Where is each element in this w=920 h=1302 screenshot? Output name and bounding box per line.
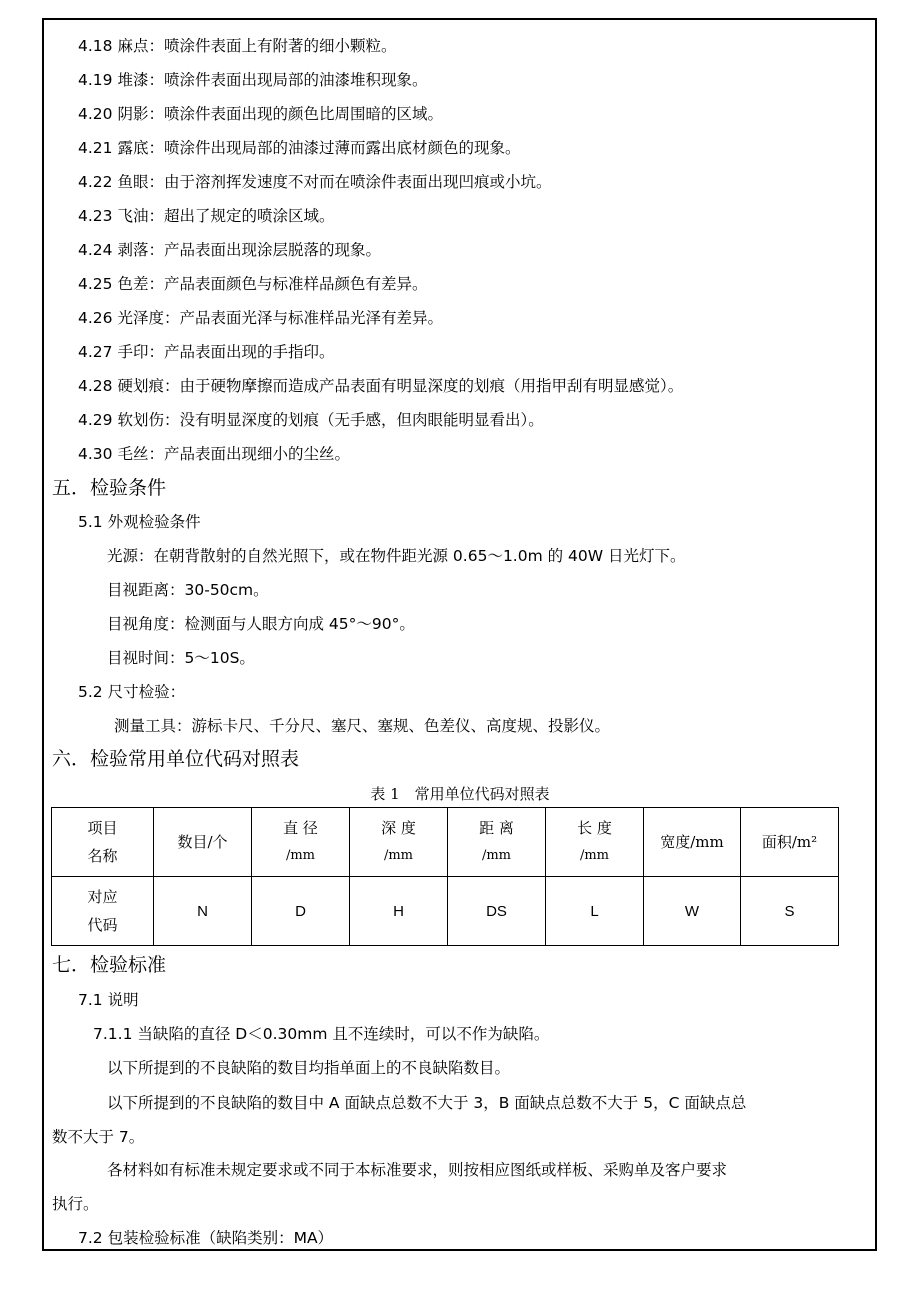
column-name: 宽度/mm — [660, 833, 724, 851]
header-label-cell — [52, 808, 154, 877]
definition-4-19: 4.19 堆漆：喷涂件表面出现局部的油漆堆积现象。 — [78, 71, 428, 89]
code-label-cell — [52, 877, 154, 946]
definition-4-23: 4.23 飞油：超出了规定的喷涂区域。 — [78, 207, 335, 225]
column-unit: /mm — [481, 848, 512, 863]
column-name: 距 离 — [479, 819, 514, 837]
subsection-5-2-heading: 5.2 尺寸检验： — [78, 683, 186, 701]
section-7-heading: 七．检验标准 — [52, 954, 167, 976]
definition-4-22: 4.22 鱼眼：由于溶剂挥发速度不对而在喷涂件表面出现凹痕或小坑。 — [78, 173, 552, 191]
section-6-heading: 六．检验常用单位代码对照表 — [52, 748, 300, 770]
viewing-distance-text: 目视距离：30-50cm。 — [107, 581, 269, 599]
measuring-tools-text: 测量工具：游标卡尺、千分尺、塞尺、塞规、色差仪、高度规、投影仪。 — [114, 717, 611, 735]
header-label-line-1: 项目 — [87, 819, 118, 837]
table-header-row — [52, 808, 839, 877]
header-cell-depth — [350, 808, 448, 877]
code-cell-diameter: D — [252, 877, 350, 946]
paragraph-materials-line-1: 各材料如有标准未规定要求或不同于本标准要求，则按相应图纸或样板、采购单及客户要求 — [107, 1161, 728, 1179]
paragraph-materials-line-2: 执行。 — [52, 1195, 99, 1213]
code-cell-count: N — [154, 877, 252, 946]
table-caption: 表 1 常用单位代码对照表 — [370, 785, 550, 803]
light-source-text: 光源：在朝背散射的自然光照下，或在物件距光源 0.65～1.0m 的 40W 日光灯下。 — [107, 547, 686, 565]
code-cell-area: S — [741, 877, 839, 946]
column-name: 直 径 — [283, 819, 318, 837]
column-unit: /mm — [579, 848, 610, 863]
column-name: 数目/个 — [177, 833, 228, 851]
table-code-row — [52, 877, 839, 946]
definition-4-24: 4.24 剥落：产品表面出现涂层脱落的现象。 — [78, 241, 381, 259]
header-cell-count — [154, 808, 252, 877]
header-cell-width — [644, 808, 741, 877]
section-5-heading: 五．检验条件 — [52, 477, 167, 499]
definition-4-20: 4.20 阴影：喷涂件表面出现的颜色比周围暗的区域。 — [78, 105, 443, 123]
code-label-line-2: 代码 — [87, 916, 118, 934]
viewing-angle-text: 目视角度：检测面与人眼方向成 45°～90°。 — [107, 615, 415, 633]
code-cell-distance: DS — [448, 877, 546, 946]
paragraph-defect-limits-line-2: 数不大于 7。 — [52, 1128, 145, 1146]
definition-4-26: 4.26 光泽度：产品表面光泽与标准样品光泽有差异。 — [78, 309, 443, 327]
subsection-7-2-heading: 7.2 包装检验标准（缺陷类别：MA） — [78, 1229, 334, 1247]
header-cell-area — [741, 808, 839, 877]
definition-4-18: 4.18 麻点：喷涂件表面上有附著的细小颗粒。 — [78, 37, 397, 55]
subsection-5-1-heading: 5.1 外观检验条件 — [78, 513, 201, 531]
header-cell-distance — [448, 808, 546, 877]
code-cell-width: W — [644, 877, 741, 946]
definition-4-30: 4.30 毛丝：产品表面出现细小的尘丝。 — [78, 445, 350, 463]
code-label-line-1: 对应 — [87, 888, 118, 906]
definition-4-27: 4.27 手印：产品表面出现的手指印。 — [78, 343, 335, 361]
definition-4-28: 4.28 硬划痕：由于硬物摩擦而造成产品表面有明显深度的划痕（用指甲刮有明显感觉）。 — [78, 377, 684, 395]
paragraph-defect-count: 以下所提到的不良缺陷的数目均指单面上的不良缺陷数目。 — [107, 1059, 511, 1077]
unit-code-table — [51, 807, 839, 946]
column-unit: /mm — [285, 848, 316, 863]
code-cell-length: L — [546, 877, 644, 946]
subsection-7-1-heading: 7.1 说明 — [78, 991, 139, 1009]
viewing-time-text: 目视时间：5～10S。 — [107, 649, 255, 667]
column-unit: /mm — [383, 848, 414, 863]
definition-4-29: 4.29 软划伤：没有明显深度的划痕（无手感，但肉眼能明显看出）。 — [78, 411, 544, 429]
header-cell-length — [546, 808, 644, 877]
paragraph-defect-limits-line-1: 以下所提到的不良缺陷的数目中 A 面缺点总数不大于 3，B 面缺点总数不大于 5，C 面缺点总 — [107, 1094, 747, 1112]
column-name: 深 度 — [381, 819, 416, 837]
definition-4-25: 4.25 色差：产品表面颜色与标准样品颜色有差异。 — [78, 275, 428, 293]
header-label-line-2: 名称 — [87, 847, 118, 865]
header-cell-diameter — [252, 808, 350, 877]
clause-7-1-1: 7.1.1 当缺陷的直径 D＜0.30mm 且不连续时，可以不作为缺陷。 — [93, 1025, 550, 1043]
column-name: 长 度 — [577, 819, 612, 837]
code-cell-depth: H — [350, 877, 448, 946]
definition-4-21: 4.21 露底：喷涂件出现局部的油漆过薄而露出底材颜色的现象。 — [78, 139, 521, 157]
column-name: 面积/m² — [761, 833, 818, 851]
